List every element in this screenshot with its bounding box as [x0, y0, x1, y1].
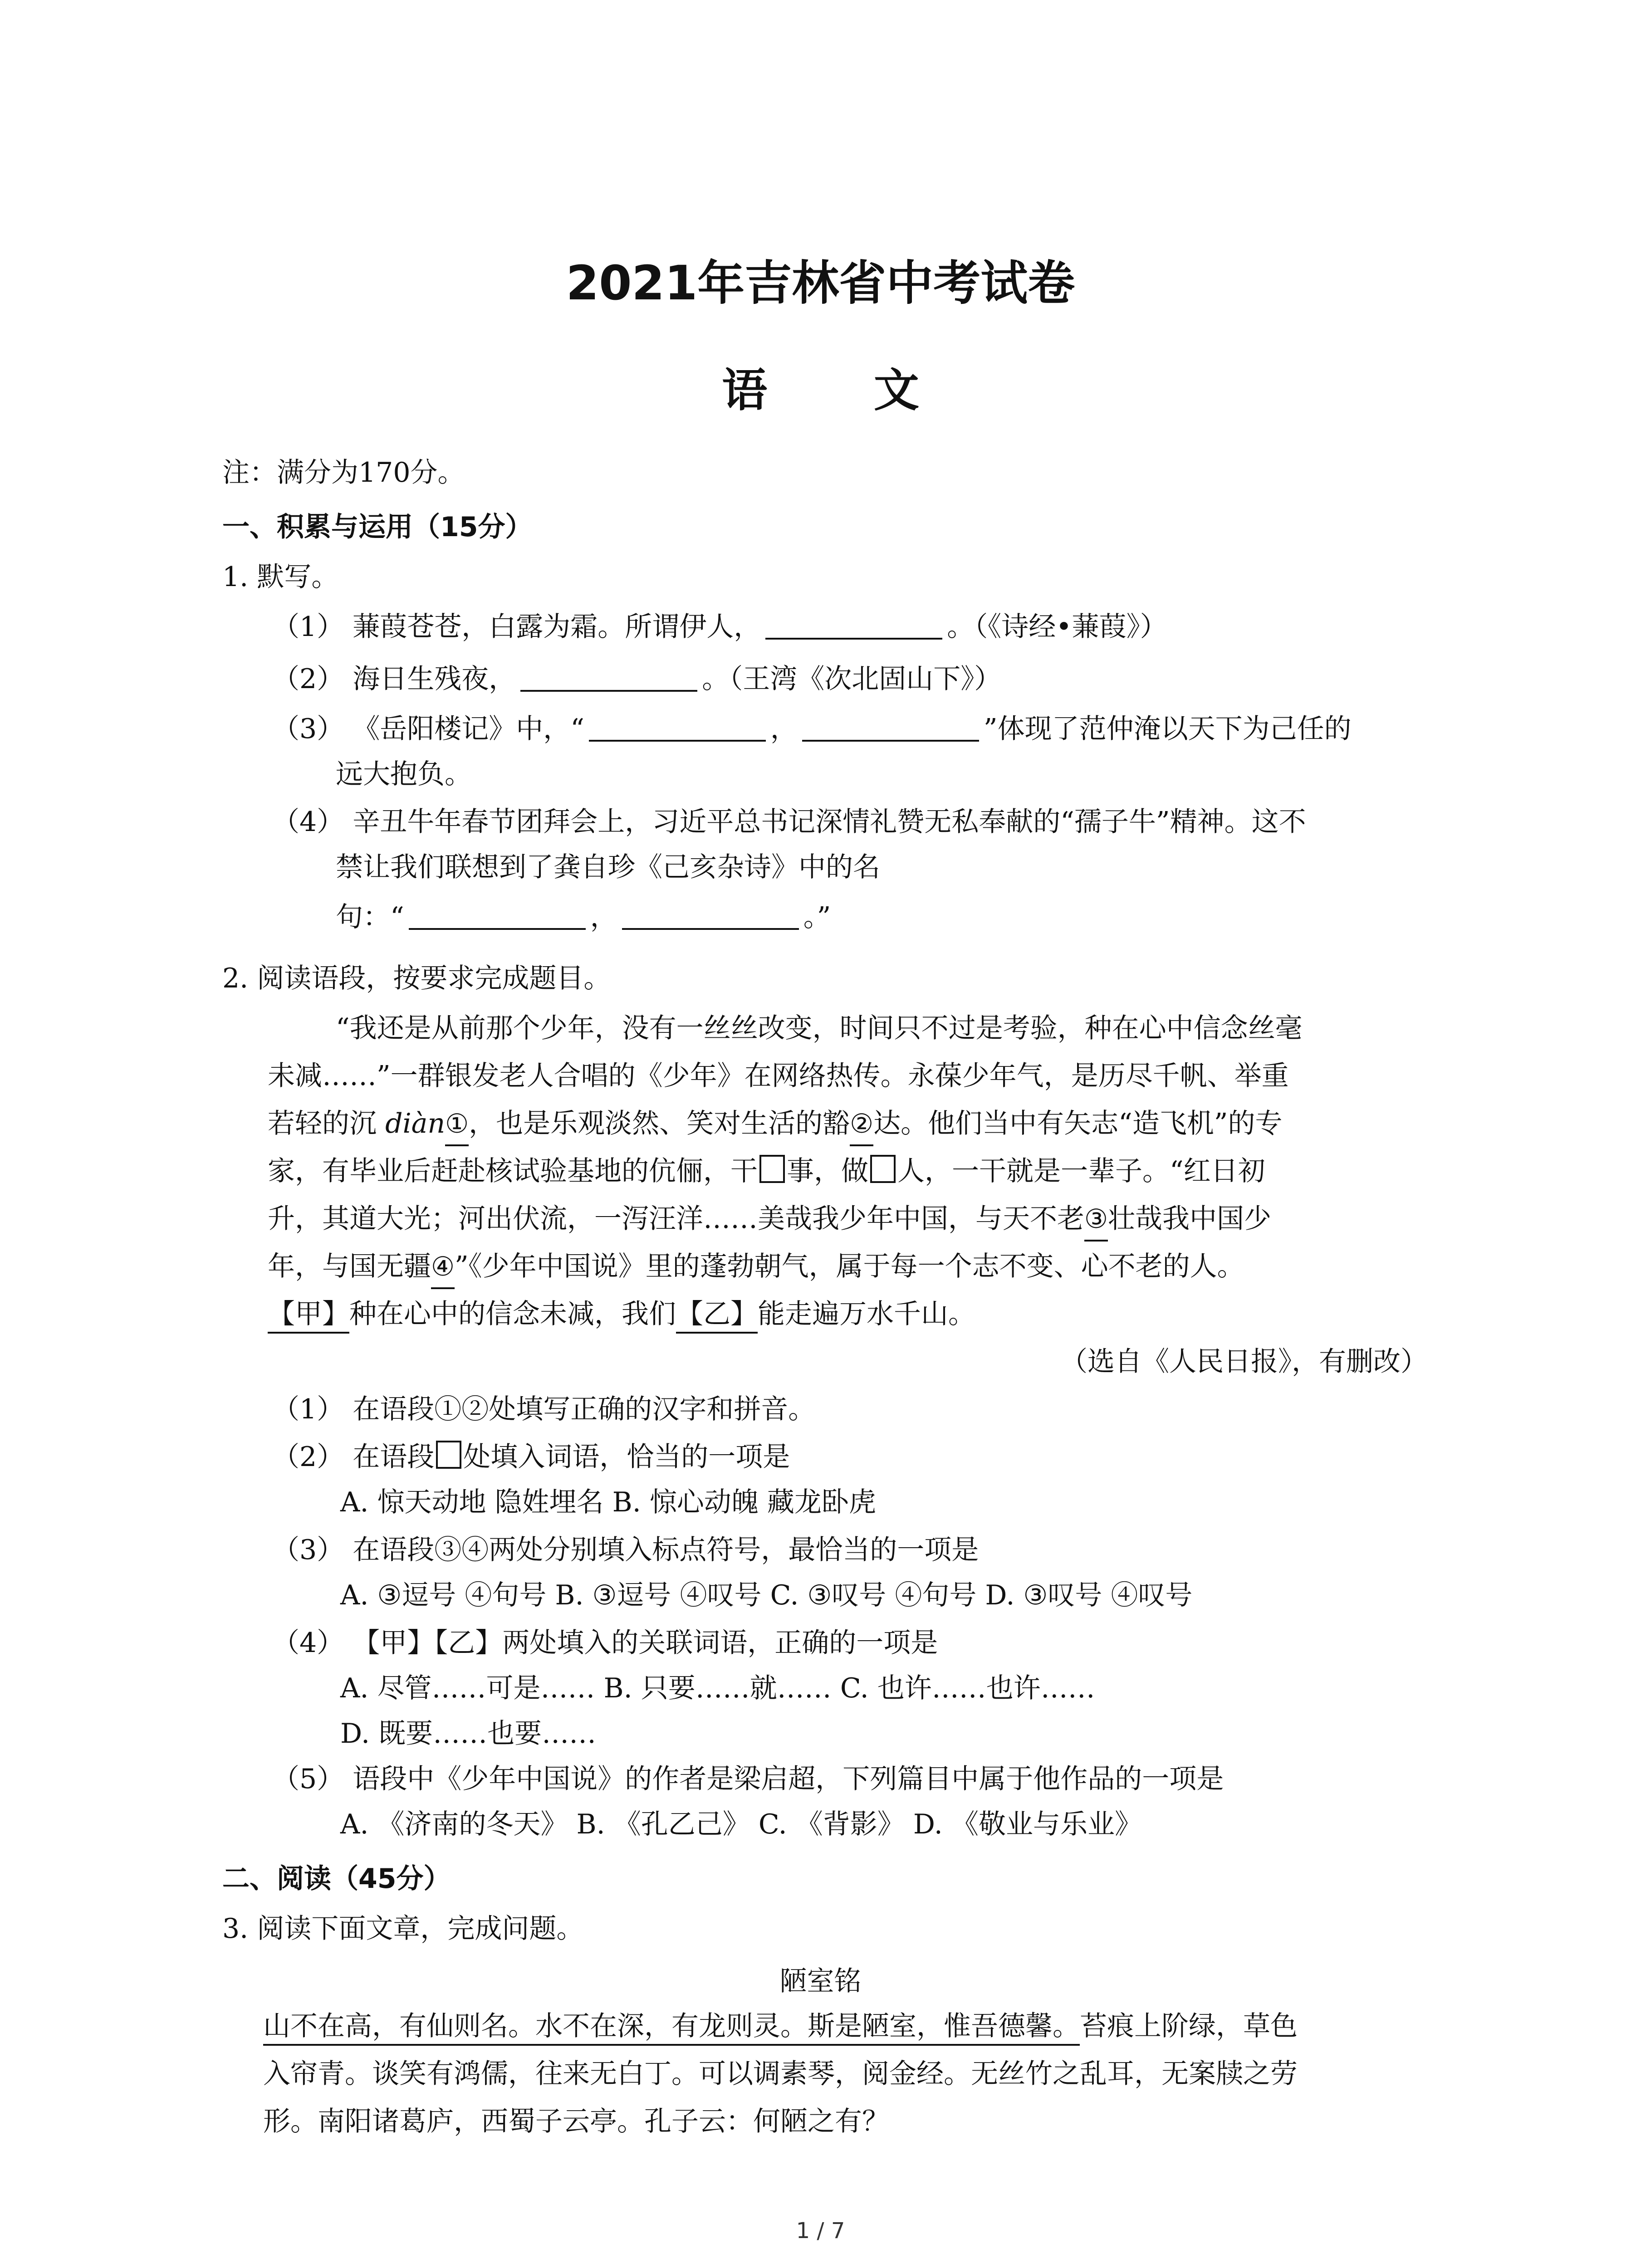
answer-blank[interactable]: [802, 714, 979, 742]
fill-box[interactable]: [870, 1155, 896, 1183]
q2-passage-line1: “我还是从前那个少年，没有一丝丝改变，时间只不过是考验，种在心中信念丝毫: [336, 1012, 1303, 1044]
score-note: 注：满分为170分。: [222, 457, 465, 489]
passage-line2: 入帘青。谈笑有鸿儒，往来无白丁。可以调素琴，阅金经。无丝竹之乱耳，无案牍之劳: [263, 2058, 1298, 2090]
fill-box-icon: [436, 1441, 461, 1469]
q1-part3-cont: 远大抱负。: [336, 758, 472, 790]
answer-blank[interactable]: [409, 903, 586, 930]
q2-passage-line4: 家，有毕业后赶赴核试验基地的伉俪，干 事，做 人，一干就是一辈子。“红日初: [268, 1155, 1265, 1187]
q2-sub5-options: A. 《济南的冬天》 B. 《孔乙己》 C. 《背影》 D. 《敬业与乐业》: [340, 1809, 1142, 1840]
q2-sub4: （4） 【甲】【乙】两处填入的关联词语，正确的一项是: [272, 1627, 938, 1659]
q1-part4-cont: 禁让我们联想到了龚自珍《己亥杂诗》中的名: [336, 851, 880, 883]
mark-3: ③: [1084, 1200, 1108, 1242]
answer-blank[interactable]: [622, 903, 799, 930]
mark-1: ①: [445, 1105, 469, 1146]
section1-heading: 一、积累与运用（15分）: [222, 511, 533, 543]
q1-part4-answer: 句：“ ， 。”: [336, 901, 831, 933]
q2-sub2-options: A. 惊天动地 隐姓埋名 B. 惊心动魄 藏龙卧虎: [340, 1486, 876, 1518]
q1-part4: （4） 辛丑牛年春节团拜会上，习近平总书记深情礼赞无私奉献的“孺子牛”精神。这不: [272, 806, 1306, 838]
exam-title: 2021年吉林省中考试卷: [566, 255, 1075, 311]
answer-blank[interactable]: [765, 612, 942, 640]
q2-passage-line7: 【甲】种在心中的信念未减，我们【乙】能走遍万水千山。: [268, 1295, 975, 1333]
q2-sub4-options-2: D. 既要……也要……: [340, 1718, 597, 1750]
q1-part2: （2） 海日生残夜， 。（王湾《次北固山下》）: [272, 663, 1002, 695]
answer-blank[interactable]: [520, 665, 697, 692]
q2-sub4-options: A. 尽管……可是…… B. 只要……就…… C. 也许……也许……: [340, 1672, 1095, 1704]
passage-title: 陋室铭: [779, 1965, 862, 1997]
mark-4: ④: [431, 1247, 455, 1289]
q1-stem: 1. 默写。: [222, 561, 339, 593]
fill-box[interactable]: [759, 1155, 785, 1183]
q2-sub5: （5） 语段中《少年中国说》的作者是梁启超，下列篇目中属于他作品的一项是: [272, 1763, 1224, 1795]
passage-line1: 山不在高，有仙则名。水不在深，有龙则灵。斯是陋室，惟吾德馨。苔痕上阶绿，草色: [263, 2007, 1298, 2045]
q3-stem: 3. 阅读下面文章，完成问题。: [222, 1913, 584, 1945]
q1-part3: （3） 《岳阳楼记》中，“ ， ”体现了范仲淹以天下为己任的: [272, 713, 1352, 745]
q2-passage-line3: 若轻的沉 diàn①，也是乐观淡然、笑对生活的豁②达。他们当中有矢志“造飞机”的专: [268, 1105, 1282, 1146]
section2-heading: 二、阅读（45分）: [222, 1863, 451, 1895]
q1-part1: （1） 蒹葭苍苍，白露为霜。所谓伊人， 。（《诗经•蒹葭》）: [272, 611, 1167, 643]
q2-sub3-options: A. ③逗号 ④句号 B. ③逗号 ④叹号 C. ③叹号 ④句号 D. ③叹号 ④叹号: [340, 1579, 1193, 1611]
q2-passage-line6: 年，与国无疆④”《少年中国说》里的蓬勃朝气，属于每一个志不变、心不老的人。: [268, 1247, 1244, 1289]
underlined-sentence: 山不在高，有仙则名。水不在深，有龙则灵。斯是陋室，惟吾德馨。: [263, 2010, 1080, 2046]
q2-passage-line5: 升，其道大光；河出伏流，一泻汪洋……美哉我少年中国，与天不老③壮哉我中国少: [268, 1200, 1271, 1242]
page-number: 1 / 7: [796, 2218, 845, 2244]
answer-blank[interactable]: [589, 714, 766, 742]
passage-line3: 形。南阳诸葛庐，西蜀子云亭。孔子云：何陋之有？: [263, 2106, 889, 2137]
subject-title: 语 文: [722, 364, 965, 417]
q2-passage-line2: 未减……”一群银发老人合唱的《少年》在网络热传。永葆少年气，是历尽千帆、举重: [268, 1060, 1289, 1092]
q2-source: （选自《人民日报》，有删改）: [1060, 1346, 1428, 1378]
mark-2: ②: [850, 1105, 873, 1146]
q2-sub3: （3） 在语段③④两处分别填入标点符号，最恰当的一项是: [272, 1534, 979, 1566]
pinyin-diàn: diàn: [385, 1108, 446, 1139]
blank-yi: 【乙】: [676, 1298, 758, 1334]
blank-jia: 【甲】: [268, 1298, 349, 1334]
q2-sub2: （2） 在语段 处填入词语，恰当的一项是: [272, 1441, 790, 1473]
q2-stem: 2. 阅读语段，按要求完成题目。: [222, 963, 611, 994]
q2-sub1: （1） 在语段①②处填写正确的汉字和拼音。: [272, 1393, 816, 1425]
